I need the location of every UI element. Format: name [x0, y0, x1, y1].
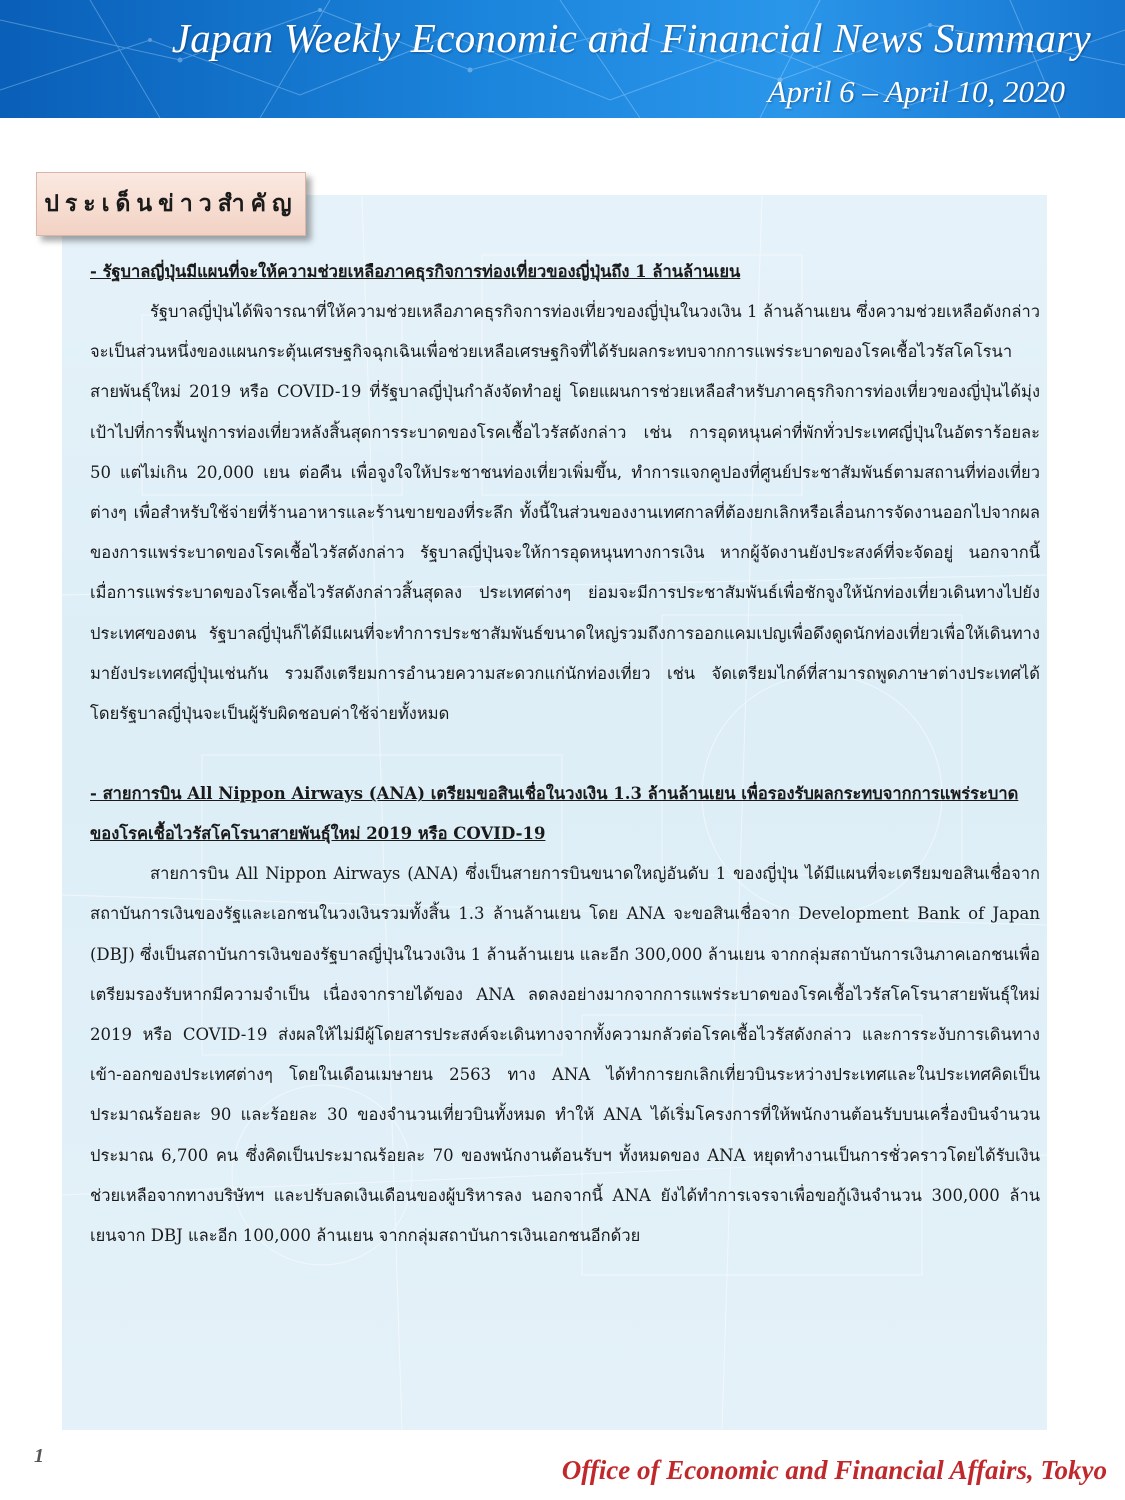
- date-range: April 6 – April 10, 2020: [767, 74, 1065, 109]
- office-signature: Office of Economic and Financial Affairs, Tokyo: [561, 1455, 1107, 1485]
- article-list: [90, 252, 1040, 1256]
- article-spacer: [90, 734, 1040, 774]
- report-title: Japan Weekly Economic and Financial News Summary: [171, 15, 1091, 61]
- section-label: [36, 172, 306, 236]
- article-headline: - สายการบิน All Nippon Airways (ANA) เตรียมขอสินเชื่อในวงเงิน 1.3 ล้านล้านเยน เพื่อรองรับผลกระทบจากการแพร่ระบาดของโรคเชื้อไวรัสโคโรนาสายพันธุ์ใหม่ 2019 หรือ COVID-19: [90, 784, 1019, 844]
- article-body: รัฐบาลญี่ปุ่นได้พิจารณาที่ให้ความช่วยเหลือภาคธุรกิจการท่องเที่ยวของญี่ปุ่นในวงเงิน 1 ล้านล้านเยน ซึ่งความช่วยเหลือดังกล่าวจะเป็นส่วนหนึ่งของแผนกระตุ้นเศรษฐกิจฉุกเฉินเพื่อช่วยเหลือเศรษฐกิจที่ได้รับผลกระทบจากการแพร่ระบาดของโรคเชื้อไวรัสโคโรนาสายพันธุ์ใหม่ 2019 หรือ COVID-19 ที่รัฐบาลญี่ปุ่นกำลังจัดทำอยู่ โดยแผนการช่วยเหลือสำหรับภาคธุรกิจการท่องเที่ยวของญี่ปุ่นได้มุ่งเป้าไปที่การฟื้นฟูการท่องเที่ยวหลังสิ้นสุดการระบาดของโรคเชื้อไวรัสดังกล่าว เช่น การอุดหนุนค่าที่พักทั่วประเทศญี่ปุ่นในอัตราร้อยละ 50 แต่ไม่เกิน 20,000 เยน ต่อคืน เพื่อจูงใจให้ประชาชนท่องเที่ยวเพิ่มขึ้น, ทำการแจกคูปองที่ศูนย์ประชาสัมพันธ์ตามสถานที่ท่องเที่ยวต่างๆ เพื่อสำหรับใช้จ่ายที่ร้านอาหารและร้านขายของที่ระลึก ทั้งนี้ในส่วนของงานเทศกาลที่ต้องยกเลิกหรือเลื่อนการจัดงานออกไปจากผลของการแพร่ระบาดของโรคเชื้อไวรัสดังกล่าว รัฐบาลญี่ปุ่นจะให้การอุดหนุนทางการเงิน หากผู้จัดงานยังประสงค์ที่จะจัดอยู่ นอกจากนี้ เมื่อการแพร่ระบาดของโรคเชื้อไวรัสดังกล่าวสิ้นสุดลง ประเทศต่างๆ ย่อมจะมีการประชาสัมพันธ์เพื่อชักจูงให้นักท่องเที่ยวเดินทางไปยังประเทศของตน รัฐบาลญี่ปุ่นก็ได้มีแผนที่จะทำการประชาสัมพันธ์ขนาดใหญ่รวมถึงการออกแคมเปญเพื่อดึงดูดนักท่องเที่ยวเพื่อให้เดินทางมายังประเทศญี่ปุ่นเช่นกัน รวมถึงเตรียมการอำนวยความสะดวกแก่นักท่องเที่ยว เช่น จัดเตรียมไกด์ที่สามารถพูดภาษาต่างประเทศได้ โดยรัฐบาลญี่ปุ่นจะเป็นผู้รับผิดชอบค่าใช้จ่ายทั้งหมด: [90, 302, 1040, 724]
- article-body: สายการบิน All Nippon Airways (ANA) ซึ่งเป็นสายการบินขนาดใหญ่อันดับ 1 ของญี่ปุ่น ได้มีแผนที่จะเตรียมขอสินเชื่อจากสถาบันการเงินของรัฐและเอกชนในวงเงินรวมทั้งสิ้น 1.3 ล้านล้านเยน โดย ANA จะขอสินเชื่อจาก Development Bank of Japan (DBJ) ซึ่งเป็นสถาบันการเงินของรัฐบาลญี่ปุ่นในวงเงิน 1 ล้านล้านเยน และอีก 300,000 ล้านเยน จากกลุ่มสถาบันการเงินภาคเอกชนเพื่อเตรียมรองรับหากมีความจำเป็น เนื่องจากรายได้ของ ANA ลดลงอย่างมากจากการแพร่ระบาดของโรคเชื้อไวรัสโคโรนาสายพันธุ์ใหม่ 2019 หรือ COVID-19 ส่งผลให้ไม่มีผู้โดยสารประสงค์จะเดินทางจากทั้งความกลัวต่อโรคเชื้อไวรัสดังกล่าว และการระงับการเดินทางเข้า-ออกของประเทศต่างๆ โดยในเดือนเมษายน 2563 ทาง ANA ได้ทำการยกเลิกเที่ยวบินระหว่างประเทศและในประเทศคิดเป็นประมาณร้อยละ 90 และร้อยละ 30 ของจำนวนเที่ยวบินทั้งหมด ทำให้ ANA ได้เริ่มโครงการที่ให้พนักงานต้อนรับบนเครื่องบินจำนวนประมาณ 6,700 คน ซึ่งคิดเป็นประมาณร้อยละ 70 ของพนักงานต้อนรับฯ ทั้งหมดของ ANA หยุดทำงานเป็นการชั่วคราวโดยได้รับเงินช่วยเหลือจากทางบริษัทฯ และปรับลดเงินเดือนของผู้บริหารลง นอกจากนี้ ANA ยังได้ทำการเจรจาเพื่อขอกู้เงินจำนวน 300,000 ล้านเยนจาก DBJ และอีก 100,000 ล้านเยน จากกลุ่มสถาบันการเงินเอกชนอีกด้วย: [90, 864, 1040, 1246]
- section-label-text: ประเด็นข่าวสำคัญ: [44, 190, 298, 217]
- header-banner: [0, 0, 1125, 118]
- article: [90, 774, 1040, 1256]
- article: [90, 252, 1040, 734]
- article-headline: - รัฐบาลญี่ปุ่นมีแผนที่จะให้ความช่วยเหลือภาคธุรกิจการท่องเที่ยวของญี่ปุ่นถึง 1 ล้านล้านเยน: [90, 262, 741, 281]
- page-number: 1: [34, 1445, 44, 1467]
